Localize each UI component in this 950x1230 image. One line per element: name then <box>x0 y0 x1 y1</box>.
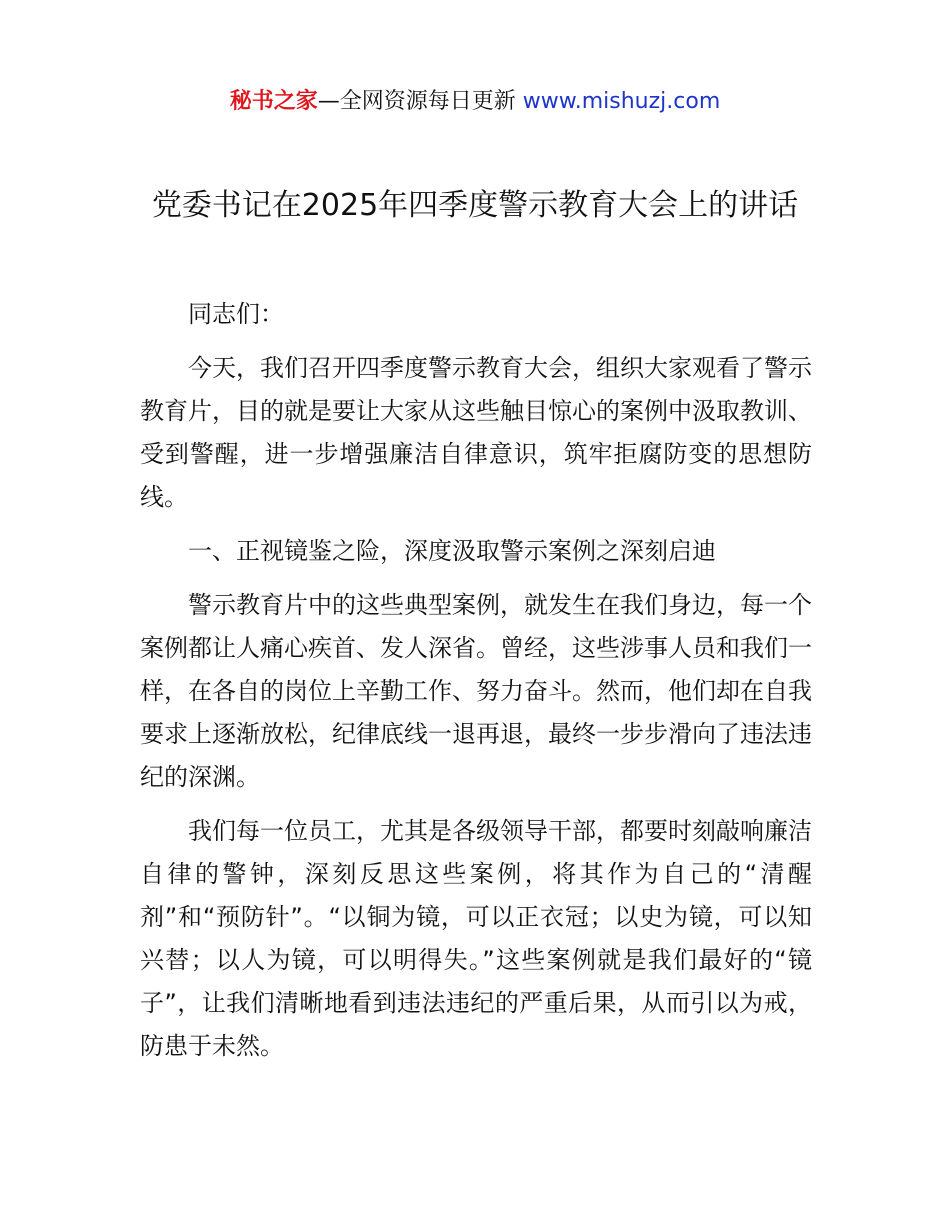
site-header <box>0 86 950 118</box>
section-heading: 一、正视镜鉴之险，深度汲取警示案例之深刻启迪 <box>188 537 716 565</box>
document-body <box>140 293 812 1079</box>
document-title: 党委书记在2025年四季度警示教育大会上的讲话 <box>151 188 799 223</box>
paragraph: 警示教育片中的这些典型案例，就发生在我们身边，每一个案例都让人痛心疾首、发人深省。曾经，这些涉事人员和我们一样，在各自的岗位上辛勤工作、努力奋斗。然而，他们却在自我要求上逐渐放松，纪律底线一退再退，最终一步步滑向了违法违纪的深渊。 <box>140 591 812 791</box>
site-url-link[interactable]: www.mishuzj.com <box>522 89 721 114</box>
brand-name: 秘书之家 <box>229 89 318 114</box>
salutation: 同志们： <box>188 300 284 328</box>
header-slogan: —全网资源每日更新 <box>317 89 523 114</box>
paragraph: 今天，我们召开四季度警示教育大会，组织大家观看了警示教育片，目的就是要让大家从这些触目惊心的案例中汲取教训、受到警醒，进一步增强廉洁自律意识，筑牢拒腐防变的思想防线。 <box>140 354 812 511</box>
paragraph: 我们每一位员工，尤其是各级领导干部，都要时刻敲响廉洁自律的警钟，深刻反思这些案例，将其作为自己的“清醒剂”和“预防针”。“以铜为镜，可以正衣冠；以史为镜，可以知兴替；以人为镜，可以明得失。”这些案例就是我们最好的“镜子”，让我们清晰地看到违法违纪的严重后果，从而引以为戒，防患于未然。 <box>140 817 812 1060</box>
